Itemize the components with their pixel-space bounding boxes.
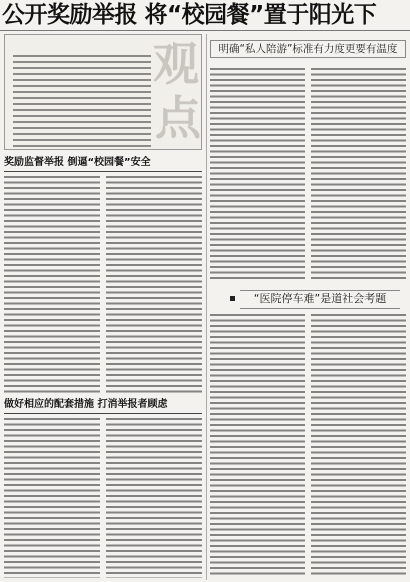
- right-top-text-column-1: [210, 68, 305, 282]
- left-bottom-article-heading: 做好相应的配套措施 打消举报者顾虑: [4, 398, 202, 414]
- opinion-intro-box: [4, 34, 202, 150]
- intro-text-block: [13, 55, 151, 147]
- headline-rule: [0, 30, 410, 31]
- right-bottom-text-column-1: [210, 314, 305, 578]
- left-bottom-text-column-1: [4, 418, 100, 578]
- page-headline: 公开奖励举报 将“校园餐”置于阳光下: [2, 2, 377, 28]
- column-divider: [206, 34, 207, 580]
- left-bottom-text-column-2: [106, 418, 202, 578]
- right-top-text-column-2: [311, 68, 406, 282]
- right-bottom-text-column-2: [311, 314, 406, 578]
- watermark-char-dian: 点: [155, 91, 201, 145]
- watermark-char-guan: 观: [153, 37, 199, 91]
- left-top-article-heading: 奖励监督举报 倒逼“校园餐”安全: [4, 156, 202, 172]
- section-marker-square: [230, 296, 235, 301]
- left-top-text-column-2: [106, 176, 202, 394]
- right-bottom-article-heading: “医院停车难”是道社会考题: [240, 290, 400, 309]
- right-top-article-heading: 明确“私人陪游”标准有力度更要有温度: [210, 40, 406, 58]
- left-top-text-column-1: [4, 176, 100, 394]
